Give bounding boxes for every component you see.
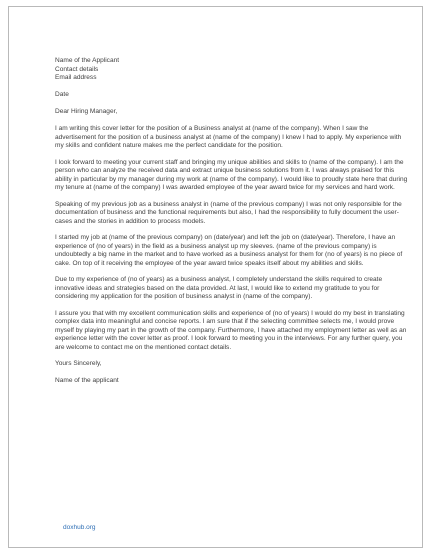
sender-block [55,57,411,83]
footer-brand-link[interactable]: doxhub.org [63,524,96,531]
letter-body [55,57,411,385]
closing: Yours Sincerely, [55,360,102,367]
document-page [8,6,423,548]
paragraph-5: Due to my experience of (no of years) as a business analyst, I completely understand the skills required to create innovative ideas and strategies based on the data provided. At last, I would like to extend my gratitude to you for considering my application for the position of business analyst in (name of the company). [55,276,383,300]
paragraph-2: I look forward to meeting your current staff and bringing my unique abilities and skills to (name of the company). I am the person who can analyze the received data and extract unique business solutions from it. I was always praised for this ability in particular by my manager during my work at (name of the company). I would like to proudly state here that during my tenure at (name of the company) I was awarded employee of the year award twice for my services and hard work. [55,158,408,191]
sender-contact: Contact details [55,65,99,73]
paragraph-3: Speaking of my previous job as a business analyst in (name of the previous company) I was not only responsible for the documentation of business and the functional requirements but also, I had the responsibility to fully document the user-cases and the stories in addition to process models. [55,200,402,225]
signature-name: Name of the applicant [55,376,119,384]
salutation: Dear Hiring Manager, [55,108,118,115]
sender-email: Email address [55,74,97,81]
paragraph-4: I started my job at (name of the previous company) on (date/year) and left the job on (date/year). Therefore, I have an experience of (no of years) in the field as a business analyst up my sleeves. (name of the previous company) is undoubtedly a big name in the market and to have worked as a business analyst for them for (no of years) is no piece of cake. On top of it receiving the employee of the year award twice speaks itself about my abilities and skills. [55,234,403,267]
paragraph-1: I am writing this cover letter for the position of a Business analyst at (name of the company). When I saw the advertisement for the position of a business analyst at (name of the company) I knew I had to apply. My experience with my skills and confident nature makes me the perfect candidate for the position. [55,125,402,149]
letter-date: Date [55,91,69,98]
paragraph-6: I assure you that with my excellent communication skills and experience of (no of years) I would do my best in translating complex data into meaningful and concise reports. I am sure that if the selecting committee selects me, I would prove myself by playing my part in the growth of the company. Furthermore, I have attached my employment letter as well as an experience letter with the cover letter as proof. I look forward to meeting you in the interviews. For any further query, you are welcome to contact me on the mentioned contact details. [55,309,407,351]
sender-name: Name of the Applicant [55,57,120,64]
